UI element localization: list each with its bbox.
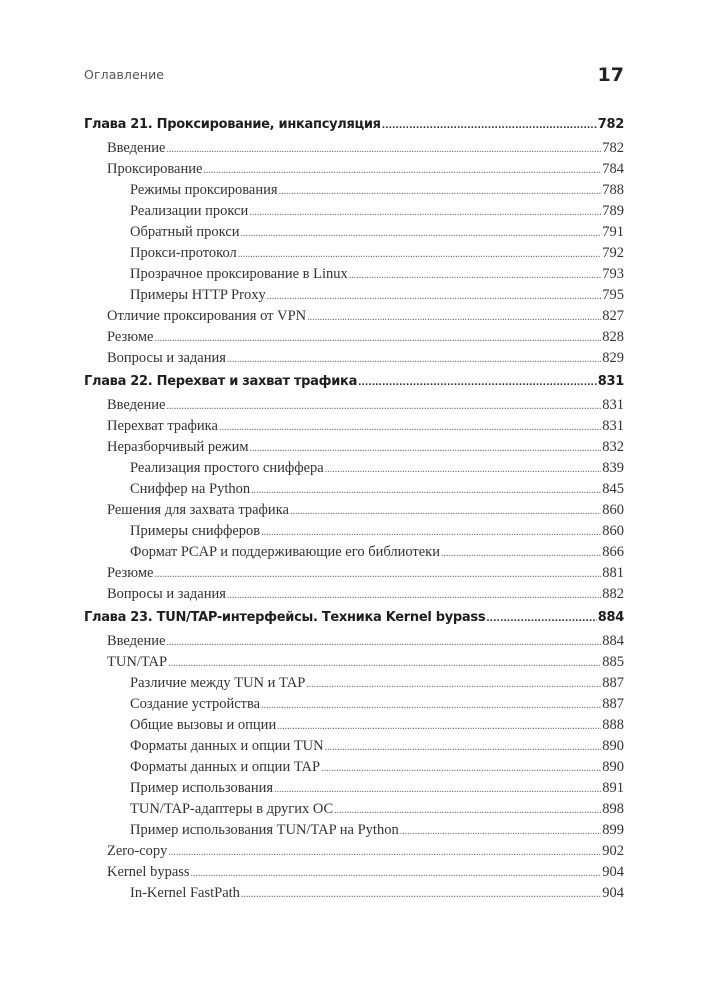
toc-entry-page: 831 [602, 397, 624, 413]
toc-entry[interactable] [107, 439, 624, 460]
toc-entry-page: 887 [602, 696, 624, 712]
running-head [84, 64, 624, 88]
toc-entry[interactable] [130, 885, 624, 906]
dot-leader [325, 464, 602, 475]
toc-entry[interactable] [130, 182, 624, 203]
toc-entry[interactable] [107, 140, 624, 161]
dot-leader [267, 291, 602, 302]
toc-entry[interactable] [107, 654, 624, 675]
toc-entry[interactable] [107, 864, 624, 885]
dot-leader [219, 422, 601, 433]
toc-entry-page: 904 [602, 864, 624, 880]
toc-entry-label: Kernel bypass [107, 864, 190, 880]
toc-entry-label: Форматы данных и опции TAP [130, 759, 321, 775]
toc-entry-label: Примеры снифферов [130, 523, 261, 539]
dot-leader [250, 443, 602, 454]
dot-leader [277, 721, 601, 732]
toc-entry[interactable] [130, 544, 624, 565]
toc-entry[interactable] [130, 696, 624, 717]
toc-entry-label: Глава 21. Проксирование, инкапсуляция [84, 117, 381, 132]
toc-entry-label: Глава 22. Перехват и захват трафика [84, 374, 358, 389]
dot-leader [154, 569, 601, 580]
page-number: 17 [597, 64, 624, 86]
toc-entry-label: Реализации прокси [130, 203, 249, 219]
toc-entry[interactable] [130, 801, 624, 822]
dot-leader [261, 527, 601, 538]
toc-entry-label: Глава 23. TUN/TAP-интерфейсы. Техника Kernel bypass [84, 610, 486, 625]
toc-entry-label: Отличие проксирования от VPN [107, 308, 307, 324]
dot-leader [382, 121, 597, 131]
dot-leader [358, 378, 597, 388]
toc-entry[interactable] [130, 780, 624, 801]
toc-entry-page: 791 [602, 224, 624, 240]
toc-entry-page: 792 [602, 245, 624, 261]
toc-entry[interactable] [130, 675, 624, 696]
toc-entry-page: 890 [602, 759, 624, 775]
toc-entry-page: 898 [602, 801, 624, 817]
toc-entry-page: 839 [602, 460, 624, 476]
dot-leader [168, 847, 601, 858]
toc-entry-page: 902 [602, 843, 624, 859]
toc-entry-page: 888 [602, 717, 624, 733]
dot-leader [400, 826, 602, 837]
toc-entry-label: Введение [107, 140, 166, 156]
dot-leader [249, 207, 601, 218]
dot-leader [486, 614, 596, 624]
toc-entry[interactable] [130, 822, 624, 843]
toc-chapter-entry[interactable] [84, 374, 624, 395]
dot-leader [154, 333, 601, 344]
toc-entry-label: Форматы данных и опции TUN [130, 738, 324, 754]
toc-entry-label: Резюме [107, 329, 154, 345]
toc-entry-page: 885 [602, 654, 624, 670]
toc-entry-page: 884 [597, 610, 624, 625]
toc-entry-page: 828 [602, 329, 624, 345]
dot-leader [251, 485, 601, 496]
toc-entry-page: 887 [602, 675, 624, 691]
toc-entry[interactable] [107, 418, 624, 439]
toc-entry[interactable] [130, 224, 624, 245]
toc-entry-page: 795 [602, 287, 624, 303]
toc-entry-label: Вопросы и задания [107, 350, 226, 366]
toc-entry-label: Пример использования TUN/TAP на Python [130, 822, 399, 838]
toc-entry-page: 782 [602, 140, 624, 156]
toc-entry-label: TUN/TAP-адаптеры в других ОС [130, 801, 334, 817]
dot-leader [238, 249, 602, 260]
toc-entry-label: Вопросы и задания [107, 586, 226, 602]
dot-leader [306, 679, 601, 690]
toc-entry[interactable] [130, 266, 624, 287]
dot-leader [241, 228, 602, 239]
dot-leader [334, 805, 601, 816]
toc-entry-label: Решения для захвата трафика [107, 502, 289, 518]
toc-entry-page: 831 [597, 374, 624, 389]
toc-entry-label: Создание устройства [130, 696, 261, 712]
dot-leader [290, 506, 601, 517]
toc-entry-page: 884 [602, 633, 624, 649]
toc-entry-label: Перехват трафика [107, 418, 218, 434]
toc-entry[interactable] [107, 161, 624, 182]
toc-entry-page: 784 [602, 161, 624, 177]
dot-leader [227, 590, 601, 601]
dot-leader [166, 144, 601, 155]
toc-entry-page: 793 [602, 266, 624, 282]
dot-leader [441, 548, 601, 559]
toc-entry[interactable] [107, 308, 624, 329]
toc-entry[interactable] [130, 287, 624, 308]
toc-entry-page: 881 [602, 565, 624, 581]
dot-leader [321, 763, 601, 774]
toc-entry[interactable] [107, 397, 624, 418]
toc-entry-label: Резюме [107, 565, 154, 581]
toc-entry-page: 789 [602, 203, 624, 219]
dot-leader [166, 401, 601, 412]
toc-entry-label: Неразборчивый режим [107, 439, 249, 455]
toc-entry-label: Проксирование [107, 161, 203, 177]
toc-entry[interactable] [130, 759, 624, 780]
toc-entry-label: Zero-copy [107, 843, 168, 859]
toc-entry[interactable] [130, 460, 624, 481]
toc-chapter-entry[interactable] [84, 610, 624, 631]
toc-entry-page: 904 [602, 885, 624, 901]
dot-leader [191, 868, 602, 879]
toc-entry-label: Примеры HTTP Proxy [130, 287, 266, 303]
toc-entry[interactable] [107, 565, 624, 586]
dot-leader [166, 637, 601, 648]
toc-entry[interactable] [130, 738, 624, 759]
toc-entry-page: 832 [602, 439, 624, 455]
dot-leader [241, 889, 601, 900]
toc-entry-label: Прокси-протокол [130, 245, 237, 261]
toc-entry-page: 845 [602, 481, 624, 497]
dot-leader [227, 354, 601, 365]
toc-entry[interactable] [130, 523, 624, 544]
toc-entry[interactable] [107, 586, 624, 607]
toc-entry-label: Пример использования [130, 780, 274, 796]
toc-entry-label: Обратный прокси [130, 224, 240, 240]
toc-entry-page: 866 [602, 544, 624, 560]
toc-entry[interactable] [130, 481, 624, 502]
toc-entry-page: 882 [602, 586, 624, 602]
toc-entry-label: Формат PCAP и поддерживающие его библиотеки [130, 544, 440, 560]
toc-entry-label: Реализация простого сниффера [130, 460, 324, 476]
toc-entry-page: 788 [602, 182, 624, 198]
toc-entry-page: 891 [602, 780, 624, 796]
running-head-title: Оглавление [84, 67, 165, 82]
dot-leader [325, 742, 602, 753]
toc-entry-label: In-Kernel FastPath [130, 885, 240, 901]
toc-entry[interactable] [130, 203, 624, 224]
toc-chapter-entry[interactable] [84, 117, 624, 138]
toc-entry-label: Сниффер на Python [130, 481, 251, 497]
toc-entry-label: Различие между TUN и TAP [130, 675, 306, 691]
toc-entry-page: 890 [602, 738, 624, 754]
toc-entry-label: TUN/TAP [107, 654, 168, 670]
toc-entry-page: 860 [602, 502, 624, 518]
toc-entry[interactable] [130, 717, 624, 738]
dot-leader [274, 784, 601, 795]
dot-leader [261, 700, 601, 711]
toc-entry-label: Прозрачное проксирование в Linux [130, 266, 348, 282]
toc-entry-label: Введение [107, 633, 166, 649]
dot-leader [203, 165, 601, 176]
toc-entry-label: Введение [107, 397, 166, 413]
toc-entry[interactable] [107, 329, 624, 350]
toc-entry-label: Режимы проксирования [130, 182, 278, 198]
dot-leader [307, 312, 601, 323]
toc-entry[interactable] [107, 633, 624, 654]
toc-entry-page: 899 [602, 822, 624, 838]
toc-entry-page: 829 [602, 350, 624, 366]
dot-leader [349, 270, 601, 281]
toc-entry[interactable] [107, 350, 624, 371]
toc-entry-page: 782 [597, 117, 624, 132]
dot-leader [168, 658, 601, 669]
toc-entry-page: 827 [602, 308, 624, 324]
toc-entry[interactable] [107, 502, 624, 523]
toc-entry-page: 831 [602, 418, 624, 434]
toc-entry[interactable] [107, 843, 624, 864]
toc-entry[interactable] [130, 245, 624, 266]
toc-entry-page: 860 [602, 523, 624, 539]
dot-leader [279, 186, 602, 197]
toc-entry-label: Общие вызовы и опции [130, 717, 277, 733]
